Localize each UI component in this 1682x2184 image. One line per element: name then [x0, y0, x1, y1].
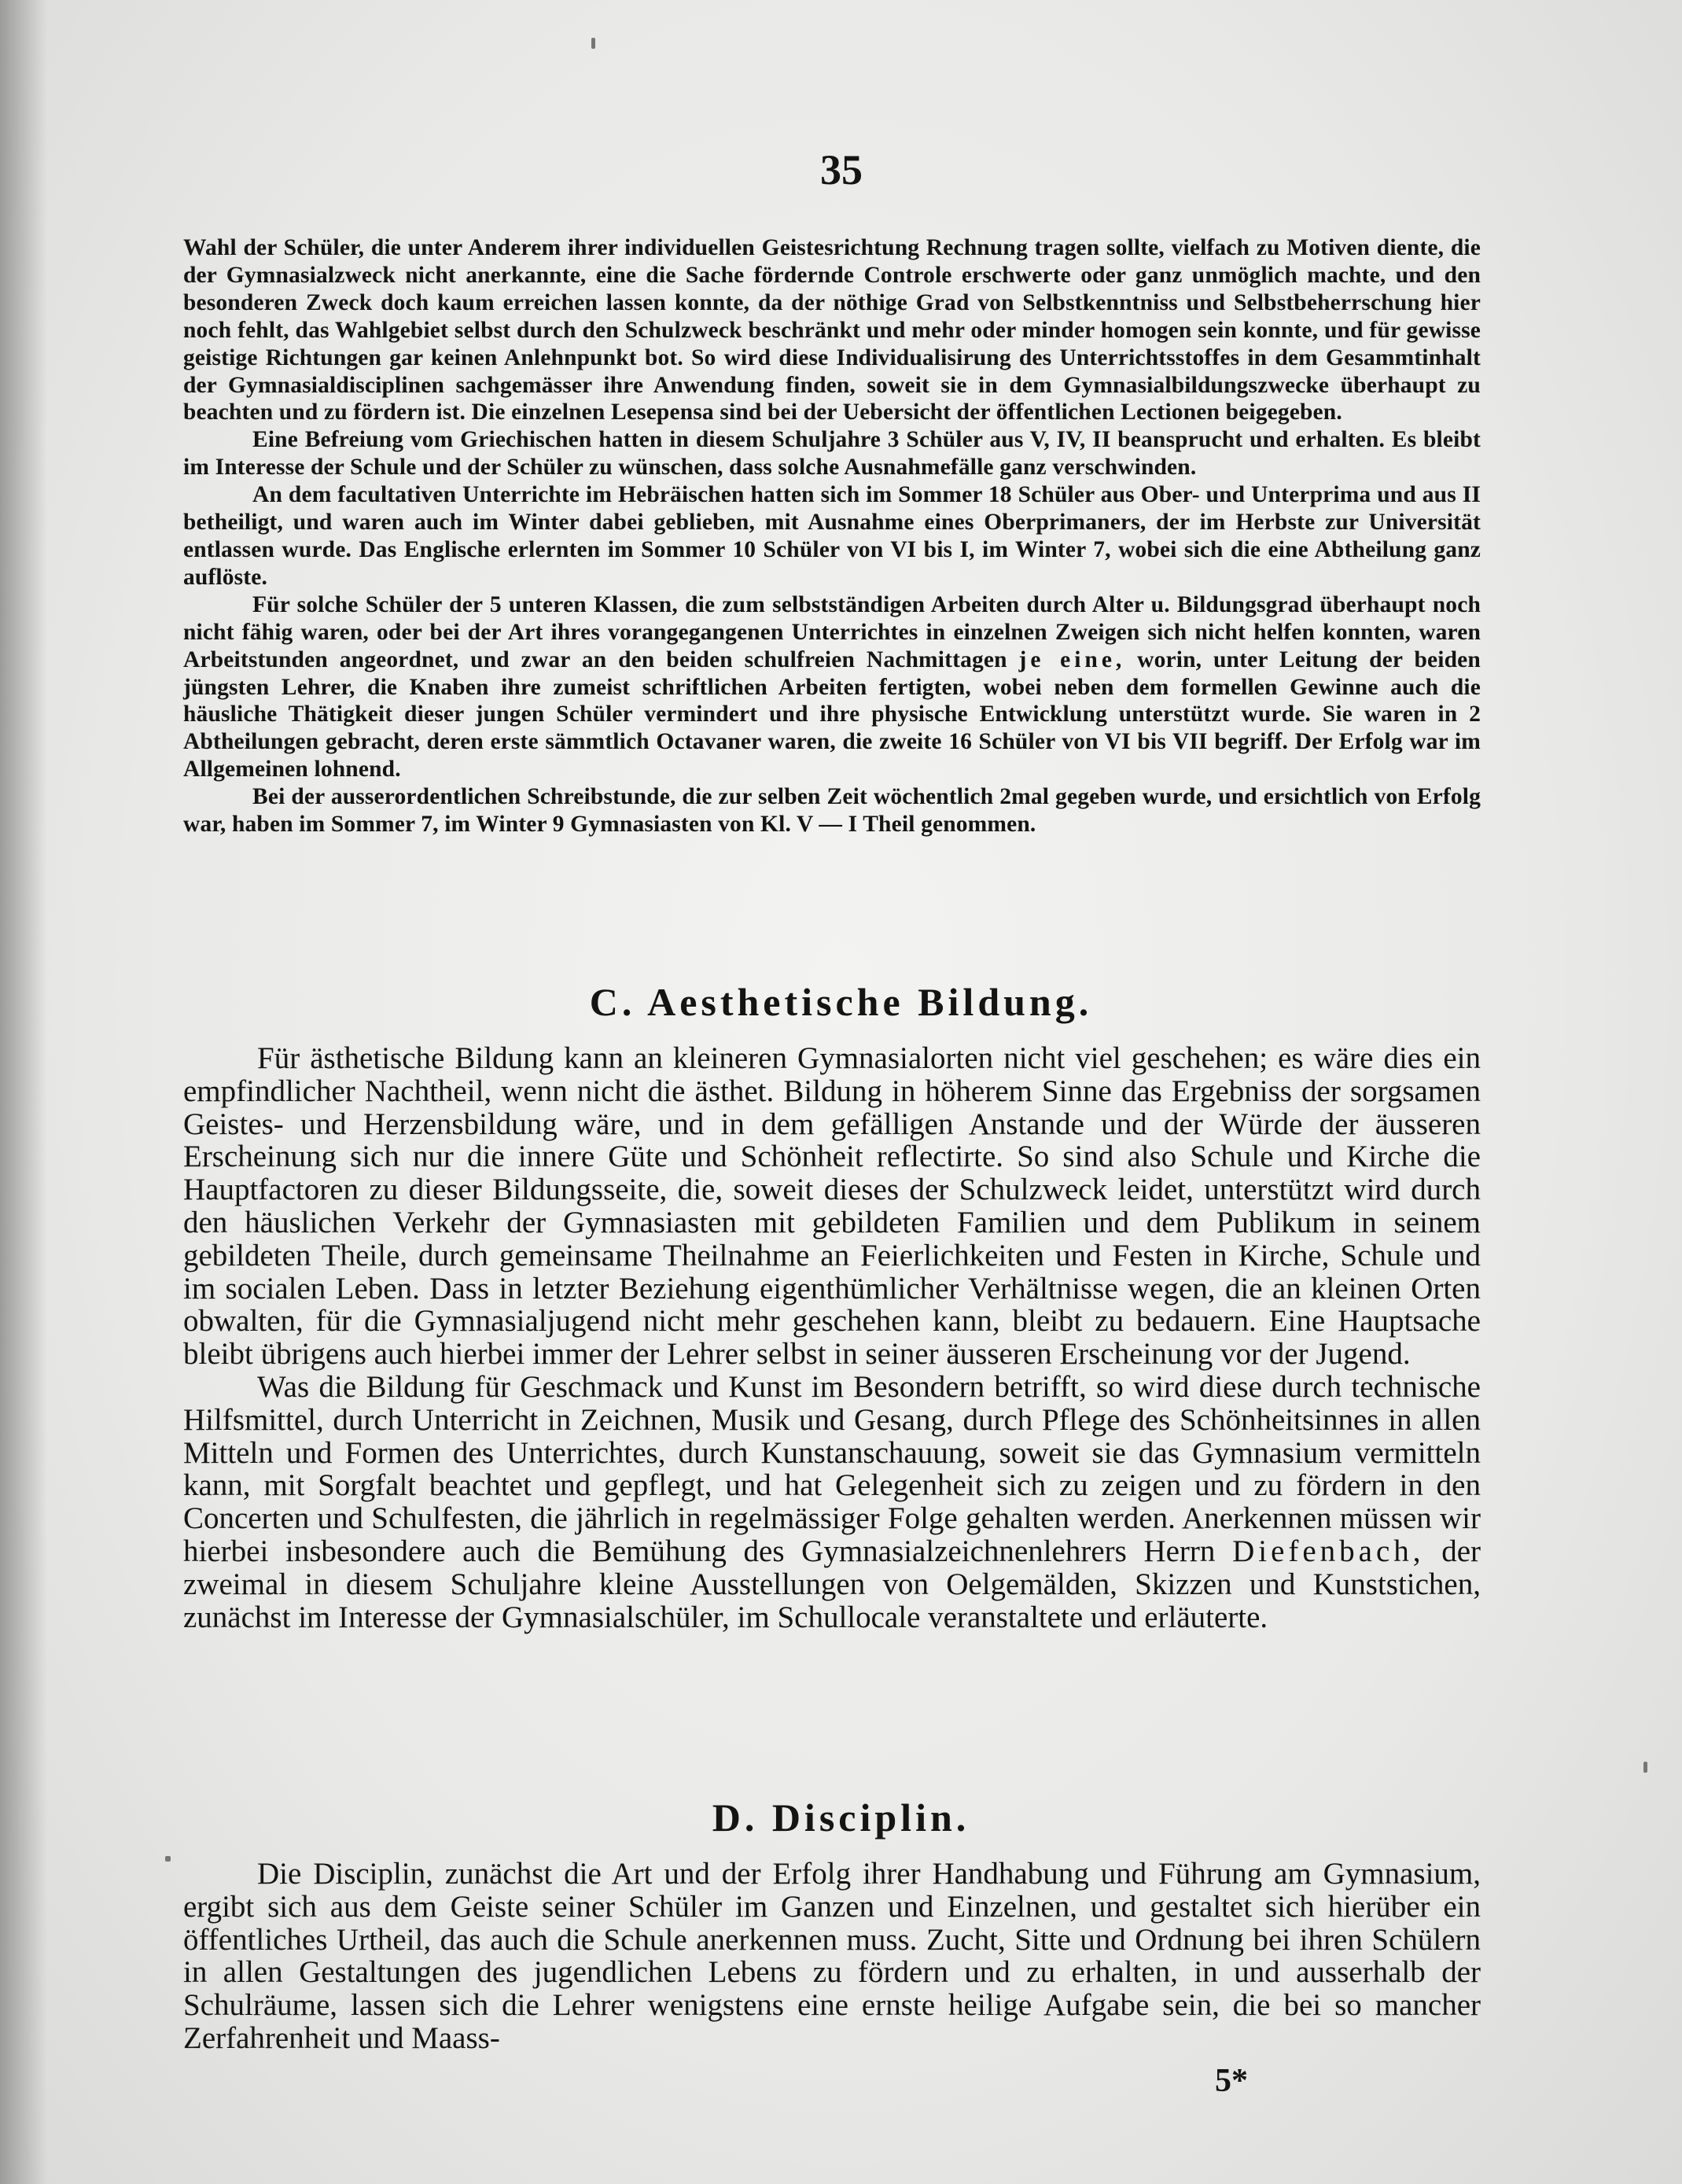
- text-run: Für solche Schüler der 5 unteren Klassen, die zum selbstständigen Arbeiten durch Alter u. Bildungsgrad überhaupt noch nicht fähig waren, oder bei der Art ihres vorangegangenen Unterrichtes in einzelnen Zweigen sich nicht helfen konnten, waren Arbeitstunden angeordnet, und zwar an den beiden schulfreien Nachmittagen: [183, 591, 1481, 672]
- paragraph: Bei der ausserordentlichen Schreibstunde, die zur selben Zeit wöchentlich 2mal gegeben wurde, und ersichtlich von Erfolg war, haben im Sommer 7, im Winter 9 Gymnasiasten von Kl. V — I Theil genommen.: [183, 784, 1481, 838]
- scan-speck: [1643, 1762, 1647, 1773]
- section-d-body: [183, 1858, 1481, 2055]
- section-heading-c: C. Aesthetische Bildung.: [589, 980, 1093, 1024]
- paragraph: Die Disciplin, zunächst die Art und der Erfolg ihrer Handhabung und Führung am Gymnasium, ergibt sich aus dem Geiste seiner Schüler im Ganzen und Einzelnen, und gestaltet sich hierüber ein öffentliches Urtheil, das auch die Schule anerkennen muss. Zucht, Sitte und Ordnung bei ihren Schülern in allen Gestaltungen des jugendlichen Lebens zu fördern und zu erhalten, in und ausserhalb der Schulräume, lassen sich die Lehrer wenigstens eine ernste heilige Aufgabe sein, die bei so mancher Zerfahrenheit und Maass-: [183, 1857, 1481, 2055]
- section-c-body: [183, 1042, 1481, 1633]
- paragraph: [183, 1371, 1481, 1633]
- section-heading-d: D. Disciplin.: [712, 1795, 970, 1840]
- spaced-name: Diefenbach,: [1232, 1534, 1425, 1568]
- paragraph: Für ästhetische Bildung kann an kleineren Gymnasialorten nicht viel geschehen; es wäre dies ein empfindlicher Nachtheil, wenn nicht die ästhet. Bildung in höherem Sinne das Ergebniss der sorgsamen Geistes- und Herzensbildung wäre, und in dem gefälligen Anstande und der Würde der äusseren Erscheinung sich nur die innere Güte und Schönheit reflectirte. So sind also Schule und Kirche die Hauptfactoren zu dieser Bildungsseite, die, soweit dieses der Schulzweck leidet, unterstützt wird durch den häuslichen Verkehr der Gymnasiasten mit gebildeten Familien und dem Publikum in seinem gebildeten Theile, durch gemeinsame Theilnahme an Feierlichkeiten und Festen in Kirche, Schule und im socialen Leben. Dass in letzter Beziehung eigenthümlicher Verhältnisse wegen, die an kleinen Orten obwalten, für die Gymnasialjugend nicht mehr geschehen kann, bleibt zu bedauern. Eine Hauptsache bleibt übrigens auch hierbei immer der Lehrer selbst in seiner äusseren Erscheinung vor der Jugend.: [183, 1041, 1481, 1372]
- spaced-emphasis: je eine,: [1018, 646, 1126, 672]
- binding-shadow: [0, 0, 47, 2184]
- text-run: der zweimal in diesem Schuljahre kleine Ausstellungen von Oelgemälden, Skizzen und Kunststichen, zunächst im Interesse der Gymnasialschüler, im Schullocale veranstaltete und erläuterte.: [183, 1534, 1481, 1634]
- paragraph: Eine Befreiung vom Griechischen hatten in diesem Schuljahre 3 Schüler aus V, IV, II beansprucht und erhalten. Es bleibt im Interesse der Schule und der Schüler zu wünschen, dass solche Ausnahmefälle ganz verschwinden.: [183, 427, 1481, 481]
- paragraph: [183, 591, 1481, 783]
- paragraph: Wahl der Schüler, die unter Anderem ihrer individuellen Geistesrichtung Rechnung tragen sollte, vielfach zu Motiven diente, die der Gymnasialzweck nicht anerkannte, eine die Sache fördernde Controle erschwerte oder ganz unmöglich machte, und den besonderen Zweck doch kaum erreichen lassen konnte, da der nöthige Grad von Selbstkenntniss und Selbstbeherrschung hier noch fehlt, das Wahlgebiet selbst durch den Schulzweck beschränkt und mehr oder minder homogen sein konnte, und für gewisse geistige Richtungen gar keinen Anlehnpunkt bot. So wird diese Individualisirung des Unterrichtsstoffes in dem Gesammtinhalt der Gymnasialdisciplinen sachgemässer ihre Anwendung finden, soweit sie in dem Gymnasialbildungszwecke überhaupt zu beachten und zu fördern ist. Die einzelnen Lesepensa sind bei der Uebersicht der öffentlichen Lectionen beigegeben.: [183, 235, 1481, 425]
- page-number: 35: [820, 146, 863, 193]
- text-run: Was die Bildung für Geschmack und Kunst im Besondern betrifft, so wird diese durch technische Hilfsmittel, durch Unterricht in Zeichnen, Musik und Gesang, durch Pflege des Schönheitsinnes in allen Mitteln und Formen des Unterrichtes, durch Kunstanschauung, soweit sie das Gymnasium vermitteln kann, mit Sorgfalt beachtet und gepflegt, und hat Gelegenheit sich zu zeigen und zu fördern in den Concerten und Schulfesten, die jährlich in regelmässiger Folge gehalten werden. Anerkennen müssen wir hierbei insbesondere auch die Bemühung des Gymnasialzeichnenlehrers Herrn: [183, 1369, 1481, 1568]
- text-run: worin, unter Leitung der beiden jüngsten Lehrer, die Knaben ihre zumeist schriftlichen Arbeiten fertigten, wobei neben dem formellen Gewinne auch die häusliche Thätigkeit dieser jungen Schüler vermindert und ihre physische Entwicklung unterstützt wurde. Sie waren in 2 Abtheilungen gebracht, deren erste sämmtlich Octavaner waren, die zweite 16 Schüler von VI bis VII begriff. Der Erfolg war im Allgemeinen lohnend.: [183, 646, 1481, 783]
- paragraph: An dem facultativen Unterrichte im Hebräischen hatten sich im Sommer 18 Schüler aus Ober- und Unterprima und aus II betheiligt, und waren auch im Winter dabei geblieben, mit Ausnahme eines Oberprimaners, der im Herbste zur Universität entlassen wurde. Das Englische erlernten im Sommer 10 Schüler von VI bis I, im Winter 7, wobei sich die eine Abtheilung ganz auflöste.: [183, 482, 1481, 590]
- section-b-continuation: [183, 234, 1481, 838]
- scan-speck: [165, 1856, 171, 1862]
- scan-speck: [591, 38, 595, 49]
- signature-mark: 5*: [1215, 2063, 1248, 2099]
